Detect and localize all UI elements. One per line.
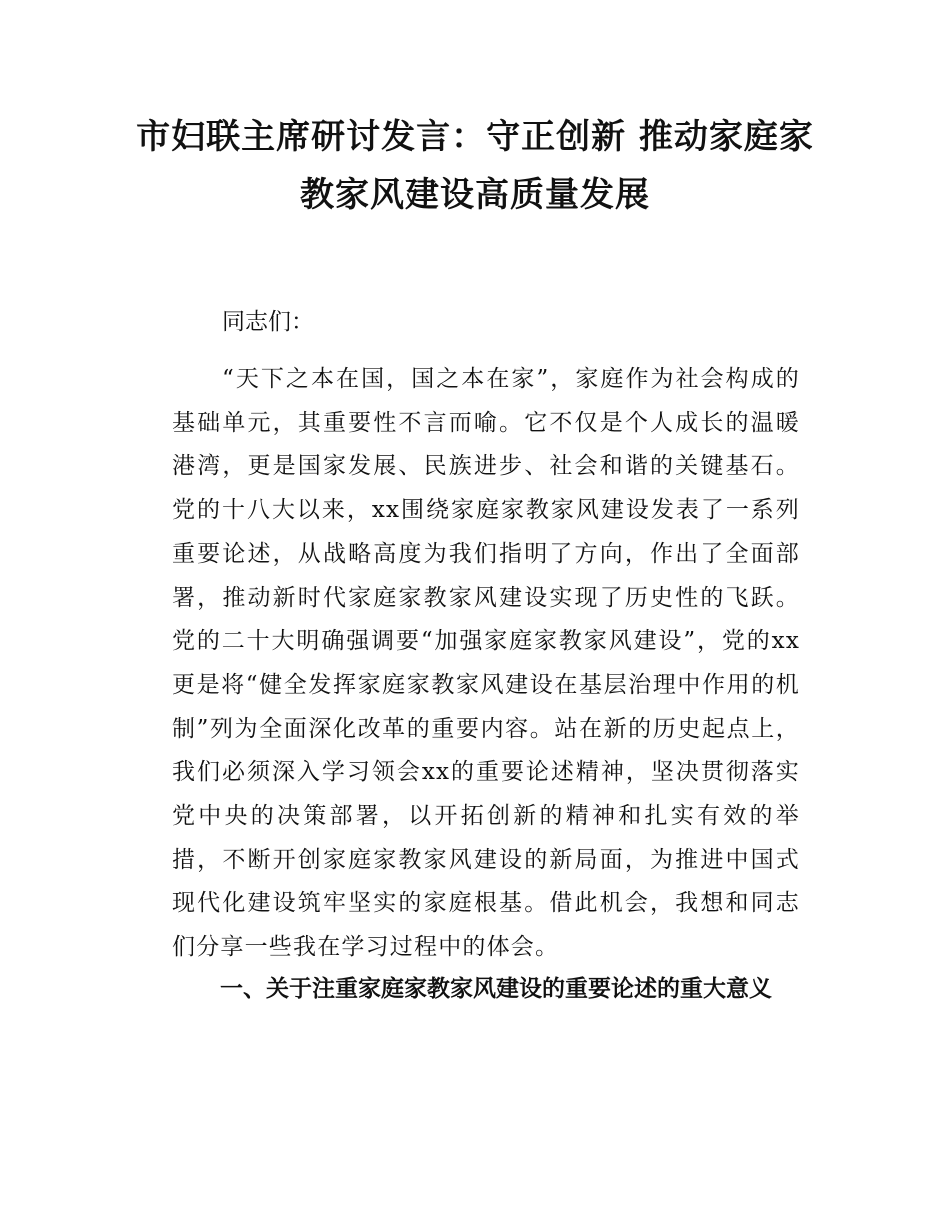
title-line-2: 教家风建设高质量发展 xyxy=(300,175,650,215)
body-paragraph: “天下之本在国，国之本在家”，家庭作为社会构成的基础单元，其重要性不言而喻。它不仅是个人成长的温暖港湾，更是国家发展、民族进步、社会和谐的关键基石。党的十八大以来，xx围绕家庭家教家风建设发表了一系列重要论述，从战略高度为我们指明了方向，作出了全面部署，推动新时代家庭家教家风建设实现了历史性的飞跃。党的二十大明确强调要“加强家庭家教家风建设”，党的xx更是将“健全发挥家庭家教家风建设在基层治理中作用的机制”列为全面深化改革的重要内容。站在新的历史起点上，我们必须深入学习领会xx的重要论述精神，坚决贯彻落实党中央的决策部署，以开拓创新的精神和扎实有效的举措，不断开创家庭家教家风建设的新局面，为推进中国式现代化建设筑牢坚实的家庭根基。借此机会，我想和同志们分享一些我在学习过程中的体会。 xyxy=(172,366,800,961)
title-line-1: 市妇联主席研讨发言：守正创新 推动家庭家 xyxy=(136,117,814,157)
document-title xyxy=(130,108,820,224)
section-heading: 一、关于注重家庭家教家风建设的重要论述的重大意义 xyxy=(220,976,772,1002)
greeting: 同志们： xyxy=(222,309,314,335)
